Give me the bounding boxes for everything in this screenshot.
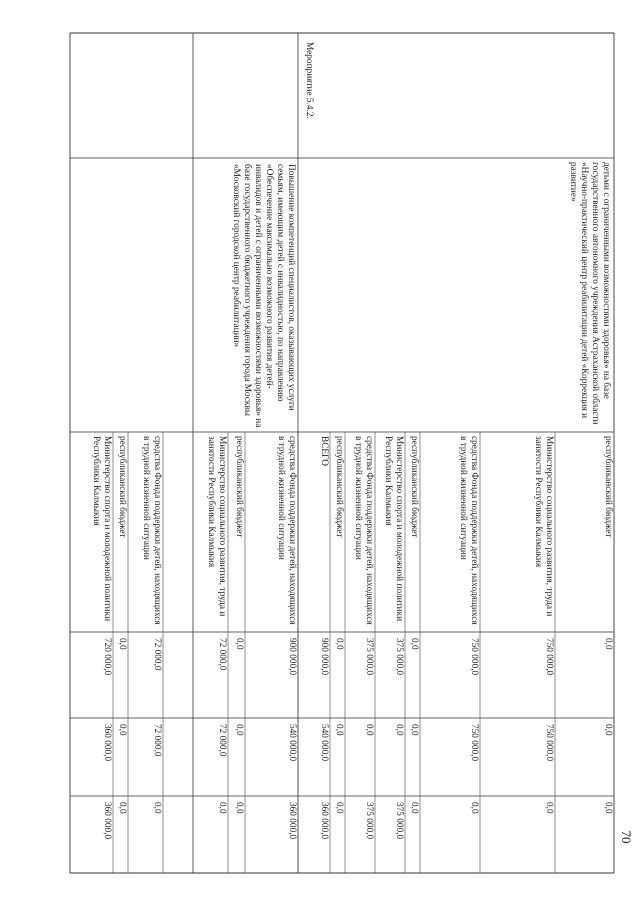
funding-source-cell: средства Фонда поддержки детей, находящихся в трудной жизненной ситуации [141, 436, 162, 625]
funding-source-cell: республиканский бюджет [234, 436, 244, 538]
amount-total-cell: 720 000,0 [102, 638, 112, 676]
funding-source-cell: средства Фонда поддержки детей, находящихся в трудной жизненной ситуации [276, 436, 297, 625]
funding-source-cell: Министерство спорта и молодежной политики Республики Калмыкия [383, 436, 404, 622]
amount-year1-cell: 750 000,0 [469, 724, 479, 762]
funding-source-cell: средства Фонда поддержки детей, находящихся в трудной жизненной ситуации [458, 436, 479, 625]
amount-year1-cell: 0,0 [364, 724, 374, 736]
funding-source-cell: республиканский бюджет [117, 436, 127, 538]
amount-total-cell: 900 000,0 [319, 638, 329, 676]
amount-year2-cell: 360 000,0 [102, 802, 112, 840]
amount-total-cell: 0,0 [603, 638, 613, 650]
amount-total-cell: 750 000,0 [469, 638, 479, 676]
amount-year2-cell: 0,0 [217, 802, 227, 814]
amount-year1-cell: 0,0 [117, 724, 127, 736]
funding-source-cell: средства Фонда поддержки детей, находящихся в трудной жизненной ситуации [353, 436, 374, 625]
amount-year1-cell: 0,0 [409, 724, 419, 736]
amount-year1-cell: 72 000,0 [152, 724, 162, 757]
amount-year2-cell: 360 000,0 [287, 802, 297, 840]
amount-total-cell: 900 000,0 [287, 638, 297, 676]
funding-source-cell: республиканский бюджет [409, 436, 419, 538]
description-cell: Повышение компетенций специалистов, оказывающих услуги семьям, имеющим детей с инвалидностью, по направлению «Обеспечение максимально возможного развития детей-инвалидов и детей с ограниченными возможностями здоровья» на базе государственного бюджетного учреждения города Москвы «Московский городской центр реабилитации» [231, 164, 296, 428]
amount-total-cell: 375 000,0 [394, 638, 404, 676]
amount-year1-cell: 540 000,0 [319, 724, 329, 762]
funding-source-cell: Министерство социального развития, труда и занятости Республики Калмыкия [206, 436, 227, 617]
amount-total-cell: 375 000,0 [364, 638, 374, 676]
amount-year1-cell: 0,0 [603, 724, 613, 736]
amount-year2-cell: 0,0 [234, 802, 244, 814]
amount-total-cell: 750 000,0 [544, 638, 554, 676]
amount-year2-cell: 0,0 [152, 802, 162, 814]
amount-year1-cell: 360 000,0 [102, 724, 112, 762]
amount-year2-cell: 375 000,0 [364, 802, 374, 840]
amount-year2-cell: 0,0 [334, 802, 344, 814]
funding-source-cell: республиканский бюджет [334, 436, 344, 538]
measure-code-cell: Мероприятие 5.4.2. [304, 42, 314, 119]
page-number: 70 [619, 830, 634, 844]
amount-total-cell: 72 000,0 [217, 638, 227, 671]
amount-year1-cell: 540 000,0 [287, 724, 297, 762]
amount-year1-cell: 0,0 [394, 724, 404, 736]
funding-source-cell: республиканский бюджет [603, 436, 613, 538]
amount-year1-cell: 750 000,0 [544, 724, 554, 762]
funding-source-cell: ВСЕГО [319, 436, 329, 466]
amount-year2-cell: 0,0 [117, 802, 127, 814]
amount-year1-cell: 0,0 [334, 724, 344, 736]
amount-total-cell: 0,0 [234, 638, 244, 650]
amount-year2-cell: 0,0 [409, 802, 419, 814]
funding-source-cell: Министерство социального развития, труда и занятости Республики Калмыкия [533, 436, 554, 617]
amount-year2-cell: 360 000,0 [319, 802, 329, 840]
amount-year2-cell: 375 000,0 [394, 802, 404, 840]
amount-total-cell: 0,0 [409, 638, 419, 650]
description-cell: детьми с ограниченными возможностями здоровья» на базе государственного автономного учреждения Астраханской области «Научно-практический центр реабилитации детей «Коррекция и развитие» [568, 162, 611, 425]
amount-total-cell: 0,0 [117, 638, 127, 650]
amount-year2-cell: 0,0 [544, 802, 554, 814]
amount-year2-cell: 0,0 [469, 802, 479, 814]
amount-total-cell: 0,0 [334, 638, 344, 650]
amount-total-cell: 72 000,0 [152, 638, 162, 671]
amount-year1-cell: 0,0 [234, 724, 244, 736]
amount-year2-cell: 0,0 [603, 802, 613, 814]
amount-year1-cell: 72 000,0 [217, 724, 227, 757]
funding-source-cell: Министерство спорта и молодежной политики Республики Калмыкия [91, 436, 112, 622]
